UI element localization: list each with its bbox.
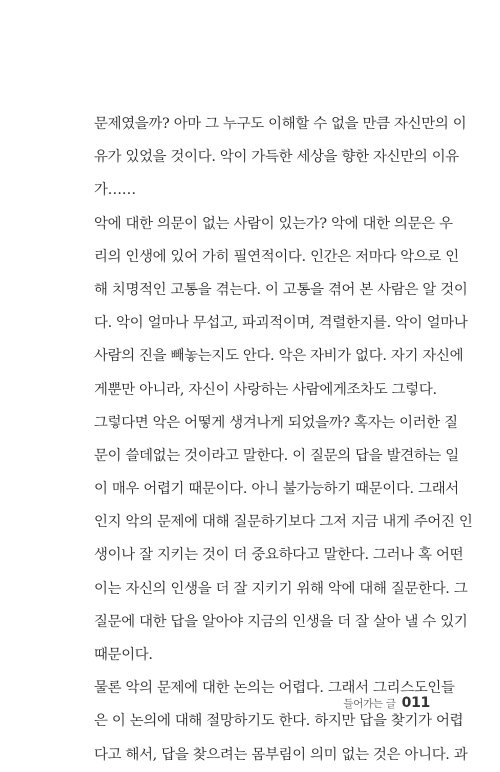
text-line: 해 치명적인 고통을 겪는다. 이 고통을 겪어 본 사람은 알 것이 [94,281,468,298]
text-line: 때문이다. [94,647,153,663]
text-line: 사람의 진을 빼놓는지도 안다. 악은 자비가 없다. 자기 자신에 [94,348,464,365]
body-text [94,108,473,772]
page-number: 011 [401,695,430,711]
text-line: 인지 악의 문제에 대해 질문하기보다 그저 지금 내게 주어진 인 [94,514,473,531]
text-line: 유가 있었을 것이다. 악이 가득한 세상을 향한 자신만의 이유 [94,149,459,166]
text-line: 이는 자신의 인생을 더 잘 지키기 위해 악에 대해 질문한다. 그 [94,580,468,597]
text-line: 생이나 잘 지키는 것이 더 중요하다고 말한다. 그러나 혹 어떤 [94,547,464,564]
text-line: 은 이 논의에 대해 절망하기도 한다. 하지만 답을 찾기가 어렵 [94,713,464,730]
text-line: 다고 해서, 답을 찾으려는 몸부림이 의미 없는 것은 아니다. 과 [94,746,468,763]
page-footer [343,695,430,711]
text-line: 문제였을까? 아마 그 누구도 이해할 수 없을 만큼 자신만의 이 [94,116,467,132]
running-head: 들어가는 글 [343,698,396,710]
text-line: 악에 대한 의문이 없는 사람이 있는가? 악에 대한 의문은 우 [94,215,453,232]
text-line: 물론 악의 문제에 대한 논의는 어렵다. 그래서 그리스도인들 [94,680,455,697]
text-line: 리의 인생에 있어 가히 필연적이다. 인간은 저마다 악으로 인 [94,248,459,265]
text-line: 게뿐만 아니라, 자신이 사랑하는 사람에게조차도 그렇다. [94,381,437,398]
text-line: 이 매우 어렵기 때문이다. 아니 불가능하기 때문이다. 그래서 [94,481,459,498]
text-line: 질문에 대한 답을 알아야 지금의 인생을 더 잘 살아 낼 수 있기 [94,613,468,630]
text-line: 문이 쓸데없는 것이라고 말한다. 이 질문의 답을 발견하는 일 [94,447,459,464]
text-line: 그렇다면 악은 어떻게 생겨나게 되었을까? 혹자는 이러한 질 [94,414,458,431]
text-line: 가…… [94,182,136,199]
text-line: 다. 악이 얼마나 무섭고, 파괴적이며, 격렬한지를. 악이 얼마나 [94,315,468,332]
